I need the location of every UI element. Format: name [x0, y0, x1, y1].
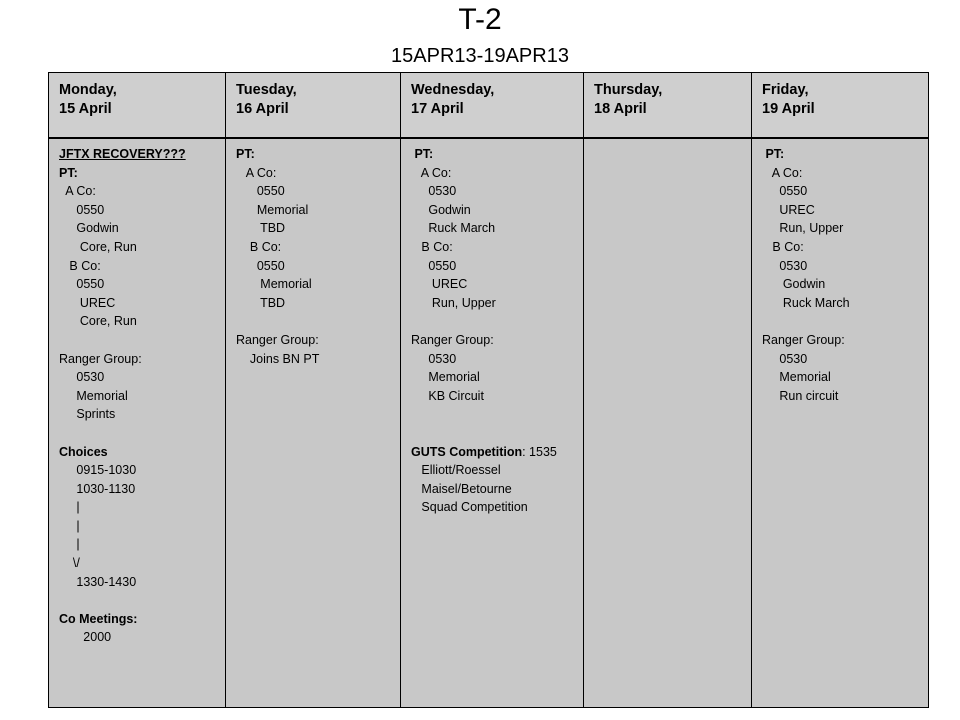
schedule-line-text: Sprints: [59, 407, 116, 422]
schedule-line-text: B Co:: [762, 239, 804, 254]
schedule-line: [59, 554, 225, 573]
schedule-line: [762, 312, 928, 331]
schedule-line-text: 0530: [411, 184, 457, 199]
day-name: Tuesday,: [236, 82, 297, 98]
schedule-line: [411, 164, 583, 183]
schedule-line: [762, 257, 928, 276]
schedule-line-text: Memorial: [236, 277, 312, 292]
schedule-line: [59, 275, 225, 294]
schedule-line-text: JFTX RECOVERY???: [59, 147, 186, 161]
schedule-line: [411, 294, 583, 313]
schedule-line: [411, 368, 583, 387]
date-range: 15APR13-19APR13: [391, 45, 569, 67]
day-header-monday: [49, 73, 226, 139]
day-date: 17 April: [411, 101, 464, 117]
schedule-line: [236, 219, 400, 238]
schedule-line: [762, 350, 928, 369]
schedule-line-text: 2000: [59, 630, 112, 645]
day-name: Thursday,: [594, 82, 663, 98]
weekly-schedule-table: [48, 72, 929, 708]
schedule-line: [59, 257, 225, 276]
schedule-line: [762, 294, 928, 313]
day-cell-friday: [752, 138, 929, 708]
schedule-line-text: 0915-1030: [59, 463, 137, 478]
schedule-line: [762, 368, 928, 387]
day-cell-monday: [49, 138, 226, 708]
schedule-line: [59, 368, 225, 387]
schedule-line-text: A Co:: [411, 165, 452, 180]
schedule-line: [762, 387, 928, 406]
schedule-line: [236, 201, 400, 220]
schedule-line: [411, 350, 583, 369]
schedule-line: [59, 498, 225, 517]
schedule-line-text: 0530: [762, 351, 808, 366]
schedule-line: [411, 182, 583, 201]
schedule-line: [411, 498, 583, 517]
schedule-line: [411, 312, 583, 331]
schedule-line-text: Squad Competition: [411, 500, 528, 515]
schedule-line: [762, 145, 928, 164]
day-name: Wednesday,: [411, 82, 495, 98]
schedule-line: [762, 182, 928, 201]
schedule-line-text: Maisel/Betourne: [411, 481, 512, 496]
schedule-line-text: Core, Run: [59, 314, 137, 329]
schedule-line: [59, 461, 225, 480]
schedule-line-text: UREC: [762, 202, 815, 217]
schedule-line: [236, 331, 400, 350]
schedule-line-text: UREC: [411, 277, 468, 292]
schedule-line: [59, 350, 225, 369]
schedule-line-text: PT:: [59, 165, 78, 180]
schedule-line: [59, 591, 225, 610]
schedule-line-text: 0530: [59, 370, 105, 385]
schedule-line: [59, 387, 225, 406]
schedule-line: [59, 312, 225, 331]
schedule-line-text: PT:: [762, 147, 785, 161]
schedule-line-text: Godwin: [762, 277, 826, 292]
schedule-line-text: Memorial: [236, 202, 309, 217]
schedule-line-text: TBD: [236, 295, 286, 310]
schedule-line-text: |: [59, 518, 80, 533]
schedule-line: [762, 331, 928, 350]
schedule-line: [762, 275, 928, 294]
schedule-line: [59, 405, 225, 424]
schedule-line: [411, 145, 583, 164]
day-date: 18 April: [594, 101, 647, 117]
schedule-line-text: 0550: [762, 184, 808, 199]
schedule-line-text: Godwin: [411, 202, 471, 217]
day-date: 16 April: [236, 101, 289, 117]
schedule-line: [59, 573, 225, 592]
schedule-line: [236, 257, 400, 276]
schedule-line-text: Ruck March: [762, 295, 850, 310]
schedule-line: [59, 480, 225, 499]
schedule-line-text: TBD: [236, 221, 286, 236]
schedule-line-text: 0530: [411, 351, 457, 366]
schedule-line: [411, 201, 583, 220]
schedule-line: [762, 238, 928, 257]
schedule-line: [411, 405, 583, 424]
schedule-line-text: Ranger Group:: [762, 332, 845, 347]
day-cell-thursday: [584, 138, 752, 708]
schedule-line-text: |: [59, 500, 80, 515]
schedule-line: [236, 312, 400, 331]
schedule-line-text: B Co:: [411, 239, 453, 254]
schedule-line: [236, 164, 400, 183]
schedule-line-text: GUTS Competition: [411, 444, 523, 459]
schedule-line-text: KB Circuit: [411, 388, 484, 403]
schedule-line: [59, 219, 225, 238]
day-header-thursday: [584, 73, 752, 139]
schedule-line: [236, 238, 400, 257]
schedule-line: [59, 145, 225, 164]
schedule-line: [762, 164, 928, 183]
schedule-line: [411, 331, 583, 350]
schedule-line: [59, 535, 225, 554]
schedule-line-text: Run, Upper: [762, 221, 844, 236]
schedule-line: [411, 238, 583, 257]
schedule-line-text: 1030-1130: [59, 481, 136, 496]
schedule-line-text: Joins BN PT: [236, 351, 320, 366]
day-cell-tuesday: [226, 138, 401, 708]
schedule-line-text: Run circuit: [762, 388, 839, 403]
schedule-line-text: Memorial: [762, 370, 831, 385]
schedule-line-text: Elliott/Roessel: [411, 463, 501, 478]
schedule-line-text: PT:: [411, 147, 434, 161]
schedule-line: [411, 257, 583, 276]
schedule-line: [411, 480, 583, 499]
schedule-line-text: PT:: [236, 147, 255, 161]
schedule-line-text: Ranger Group:: [59, 351, 142, 366]
schedule-line: [59, 294, 225, 313]
schedule-line-text: 0550: [411, 258, 457, 273]
schedule-line-suffix: : 1535: [522, 444, 557, 459]
day-date: 19 April: [762, 101, 815, 117]
schedule-line: [411, 275, 583, 294]
schedule-line: [762, 219, 928, 238]
schedule-line-text: Ranger Group:: [236, 332, 319, 347]
schedule-line: [59, 443, 225, 462]
schedule-line-text: 0550: [59, 277, 105, 292]
schedule-line-text: B Co:: [59, 258, 101, 273]
schedule-line: [59, 628, 225, 647]
schedule-line: [236, 350, 400, 369]
schedule-line: [59, 517, 225, 536]
day-header-friday: [752, 73, 929, 139]
schedule-line: [411, 443, 583, 462]
schedule-line-text: UREC: [59, 295, 116, 310]
day-name: Monday,: [59, 82, 117, 98]
schedule-line-text: A Co:: [59, 184, 96, 199]
schedule-row: [49, 138, 929, 708]
schedule-line-text: Run, Upper: [411, 295, 496, 310]
schedule-line: [59, 424, 225, 443]
schedule-line: [411, 219, 583, 238]
schedule-line-text: 0550: [236, 184, 285, 199]
schedule-line-text: \/: [59, 556, 80, 571]
schedule-line: [411, 424, 583, 443]
day-header-tuesday: [226, 73, 401, 139]
page-title: T-2: [458, 3, 502, 36]
day-cell-wednesday: [401, 138, 584, 708]
schedule-line-text: Memorial: [59, 388, 128, 403]
schedule-line-text: B Co:: [236, 239, 282, 254]
schedule-line-text: 0550: [236, 258, 285, 273]
schedule-line: [411, 461, 583, 480]
schedule-line: [236, 294, 400, 313]
schedule-line-text: A Co:: [762, 165, 803, 180]
schedule-line: [236, 275, 400, 294]
day-name: Friday,: [762, 82, 809, 98]
schedule-line-text: A Co:: [236, 165, 277, 180]
schedule-line-text: Memorial: [411, 370, 480, 385]
day-date: 15 April: [59, 101, 112, 117]
day-header-wednesday: [401, 73, 584, 139]
schedule-line-text: |: [59, 537, 80, 552]
schedule-line: [236, 145, 400, 164]
header-row: [49, 73, 929, 139]
schedule-line: [59, 610, 225, 629]
schedule-line-text: Core, Run: [59, 239, 137, 254]
schedule-line-text: Ranger Group:: [411, 332, 494, 347]
schedule-line-text: 1330-1430: [59, 574, 137, 589]
schedule-line-text: Choices: [59, 444, 108, 459]
schedule-line: [59, 164, 225, 183]
schedule-line-text: Godwin: [59, 221, 119, 236]
schedule-line: [762, 201, 928, 220]
schedule-line: [59, 201, 225, 220]
schedule-line: [59, 238, 225, 257]
schedule-line-text: 0530: [762, 258, 808, 273]
schedule-line: [236, 182, 400, 201]
schedule-line: [411, 387, 583, 406]
schedule-line: [59, 331, 225, 350]
schedule-line-text: Ruck March: [411, 221, 496, 236]
schedule-line-text: 0550: [59, 202, 105, 217]
schedule-line-text: Co Meetings:: [59, 611, 138, 626]
schedule-line: [59, 182, 225, 201]
